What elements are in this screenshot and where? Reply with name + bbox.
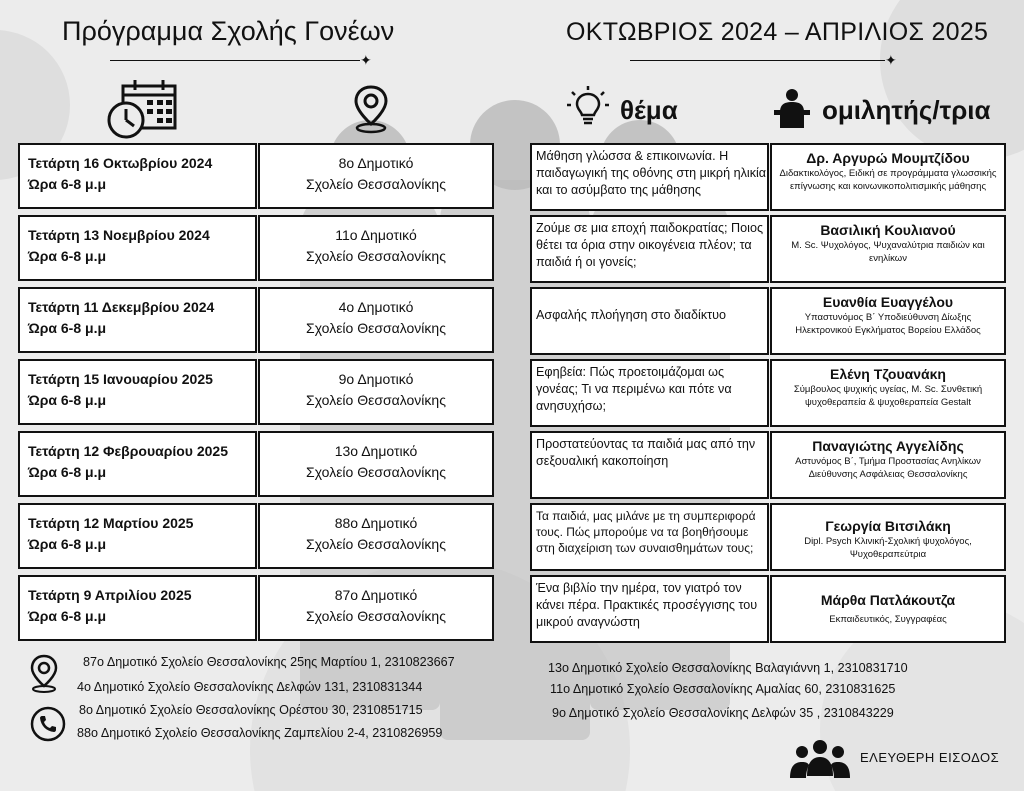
- event-date-cell: [18, 503, 257, 569]
- event-school-cell: [258, 503, 494, 569]
- event-speaker-cell: [770, 431, 1006, 499]
- speaker-name: Βασιλική Κουλιανού: [820, 222, 956, 238]
- event-speaker-cell: [770, 503, 1006, 571]
- event-topic: Ασφαλής πλοήγηση στο διαδίκτυο: [536, 308, 727, 322]
- speaker-header: ομιλητής/τρια: [822, 95, 991, 125]
- speaker-name: Ελένη Τζουανάκη: [830, 366, 946, 382]
- school-address: 11ο Δημοτικό Σχολείο Θεσσαλονίκης Αμαλίας 60, 2310831625: [550, 682, 896, 696]
- event-school-cell: [258, 287, 494, 353]
- school-name: 87ο Δημοτικό: [334, 587, 418, 603]
- event-date: Τετάρτη 12 Φεβρουαρίου 2025: [28, 443, 228, 459]
- event-topic: Ένα βιβλίο την ημέρα, τον γιατρό τον κάνει πέρα. Πρακτικές προσέγγισης του μικρού αναγνώστη: [536, 581, 758, 629]
- event-speaker-cell: [770, 359, 1006, 427]
- people-group-icon: [788, 738, 852, 780]
- location-pin-icon: [29, 654, 59, 694]
- school-city: Σχολείο Θεσσαλονίκης: [306, 392, 446, 408]
- event-topic: Μάθηση γλώσσα & επικοινωνία. Η παιδαγωγική της οθόνης στη μικρή ηλικία και το ασύμβατο της μάθησης: [536, 149, 767, 197]
- school-city: Σχολείο Θεσσαλονίκης: [306, 248, 446, 264]
- speaker-description: Διδακτικολόγος, Ειδική σε προγράμματα γλωσσικής επίγνωσης και κοινωνικοπολιτισμικής μάθησης: [779, 168, 997, 192]
- speaker-name: Γεωργία Βιτσιλάκη: [825, 518, 951, 534]
- event-time: Ώρα 6-8 μ.μ: [28, 248, 107, 264]
- school-address: 87ο Δημοτικό Σχολείο Θεσσαλονίκης 25ης Μαρτίου 1, 2310823667: [83, 655, 455, 669]
- event-school-cell: [258, 143, 494, 209]
- school-city: Σχολείο Θεσσαλονίκης: [306, 608, 446, 624]
- speaker-podium-icon: [772, 88, 812, 128]
- event-school-cell: [258, 575, 494, 641]
- school-address: 88ο Δημοτικό Σχολείο Θεσσαλονίκης Ζαμπελίου 2-4, 2310826959: [77, 726, 443, 740]
- event-topic-cell: [530, 143, 769, 211]
- school-name: 4ο Δημοτικό: [338, 299, 414, 315]
- school-address: 9ο Δημοτικό Σχολείο Θεσσαλονίκης Δελφών 35 , 2310843229: [552, 706, 894, 720]
- event-topic: Εφηβεία: Πώς προετοιμάζομαι ως γονέας; Τι να περιμένω και πότε να ανησυχήσω;: [536, 365, 732, 413]
- event-topic-cell: [530, 431, 769, 499]
- school-city: Σχολείο Θεσσαλονίκης: [306, 320, 446, 336]
- event-topic-cell: [530, 575, 769, 643]
- event-school-cell: [258, 359, 494, 425]
- speaker-name: Δρ. Αργυρώ Μουμτζίδου: [806, 150, 970, 166]
- school-name: 88ο Δημοτικό: [334, 515, 418, 531]
- event-topic: Τα παιδιά, μας μιλάνε με τη συμπεριφορά τους. Πώς μπορούμε να τα βοηθήσουμε στη διαχείριση των συναισθημάτων τους;: [536, 509, 756, 555]
- event-topic-cell: [530, 287, 769, 355]
- event-time: Ώρα 6-8 μ.μ: [28, 608, 107, 624]
- school-address: 4ο Δημοτικό Σχολείο Θεσσαλονίκης Δελφών 131, 2310831344: [77, 680, 423, 694]
- event-speaker-cell: [770, 575, 1006, 643]
- speaker-description: Υπαστυνόμος Β΄ Υποδιεύθυνση Δίωξης Ηλεκτρονικού Εγκλήματος Βορείου Ελλάδος: [795, 312, 981, 336]
- event-date-cell: [18, 431, 257, 497]
- event-speaker-cell: [770, 287, 1006, 355]
- event-speaker-cell: [770, 215, 1006, 283]
- school-name: 9ο Δημοτικό: [338, 371, 414, 387]
- sparkle-icon: ✦: [360, 52, 372, 68]
- event-topic-cell: [530, 503, 769, 571]
- event-school-cell: [258, 431, 494, 497]
- event-date: Τετάρτη 9 Απριλίου 2025: [28, 587, 192, 603]
- event-date: Τετάρτη 11 Δεκεμβρίου 2024: [28, 299, 215, 315]
- speaker-description: Σύμβουλος ψυχικής υγείας, M. Sc. Συνθετική ψυχοθεραπεία & ψυχοθεραπεία Gestalt: [793, 384, 983, 408]
- speaker-name: Ευανθία Ευαγγέλου: [822, 294, 954, 310]
- speaker-description: Αστυνόμος Β΄, Τμήμα Προστασίας Ανηλίκων Διεύθυνσης Ασφάλειας Θεσσαλονίκης: [795, 456, 981, 480]
- speaker-description: M. Sc. Ψυχολόγος, Ψυχαναλύτρια παιδιών και ενηλίκων: [791, 240, 985, 264]
- school-name: 8ο Δημοτικό: [338, 155, 414, 171]
- school-address: 8ο Δημοτικό Σχολείο Θεσσαλονίκης Ορέστου 30, 2310851715: [79, 703, 423, 717]
- event-time: Ώρα 6-8 μ.μ: [28, 392, 107, 408]
- school-name: 11ο Δημοτικό: [335, 227, 417, 243]
- free-entry-label: ΕΛΕΥΘΕΡΗ ΕΙΣΟΔΟΣ: [860, 750, 1000, 765]
- event-speaker-cell: [770, 143, 1006, 211]
- speaker-name: Παναγιώτης Αγγελίδης: [812, 438, 964, 454]
- event-time: Ώρα 6-8 μ.μ: [28, 464, 107, 480]
- page-title: Πρόγραμμα Σχολής Γονέων: [62, 16, 395, 46]
- lightbulb-icon: [566, 84, 610, 128]
- location-pin-icon: [352, 84, 390, 134]
- event-school-cell: [258, 215, 494, 281]
- period-title: ΟΚΤΩΒΡΙΟΣ 2024 – ΑΠΡΙΛΙΟΣ 2025: [566, 18, 989, 46]
- topic-header: θέμα: [620, 95, 678, 125]
- event-date-cell: [18, 215, 257, 281]
- event-date: Τετάρτη 15 Ιανουαρίου 2025: [28, 371, 213, 387]
- event-date-cell: [18, 359, 257, 425]
- school-city: Σχολείο Θεσσαλονίκης: [306, 536, 446, 552]
- sparkle-icon: ✦: [885, 52, 897, 68]
- event-topic: Προστατεύοντας τα παιδιά μας από την σεξουαλική κακοποίηση: [536, 437, 756, 468]
- title-underline: [110, 60, 360, 61]
- calendar-clock-icon: [107, 78, 179, 140]
- speaker-name: Μάρθα Πατλάκουτζα: [820, 592, 956, 608]
- event-date-cell: [18, 575, 257, 641]
- event-topic: Ζούμε σε μια εποχή παιδοκρατίας; Ποιος θέτει τα όρια στην οικογένεια πλέον; τα παιδιά ή οι γονείς;: [536, 221, 764, 269]
- period-underline: [630, 60, 885, 61]
- event-date-cell: [18, 143, 257, 209]
- school-name: 13ο Δημοτικό: [334, 443, 418, 459]
- event-time: Ώρα 6-8 μ.μ: [28, 536, 107, 552]
- phone-icon: [30, 706, 66, 742]
- speaker-description: Εκπαιδευτικός, Συγγραφέας: [829, 614, 947, 625]
- event-date: Τετάρτη 13 Νοεμβρίου 2024: [28, 227, 210, 243]
- school-city: Σχολείο Θεσσαλονίκης: [306, 464, 446, 480]
- school-city: Σχολείο Θεσσαλονίκης: [306, 176, 446, 192]
- event-date: Τετάρτη 12 Μαρτίου 2025: [28, 515, 194, 531]
- event-topic-cell: [530, 215, 769, 283]
- event-date: Τετάρτη 16 Οκτωβρίου 2024: [28, 155, 213, 171]
- speaker-description: Dipl. Psych Κλινική-Σχολική ψυχολόγος, Ψυχοθεραπεύτρια: [804, 536, 972, 560]
- event-topic-cell: [530, 359, 769, 427]
- event-time: Ώρα 6-8 μ.μ: [28, 176, 107, 192]
- school-address: 13ο Δημοτικό Σχολείο Θεσσαλονίκης Βαλαγιάννη 1, 2310831710: [548, 661, 908, 675]
- event-time: Ώρα 6-8 μ.μ: [28, 320, 107, 336]
- event-date-cell: [18, 287, 257, 353]
